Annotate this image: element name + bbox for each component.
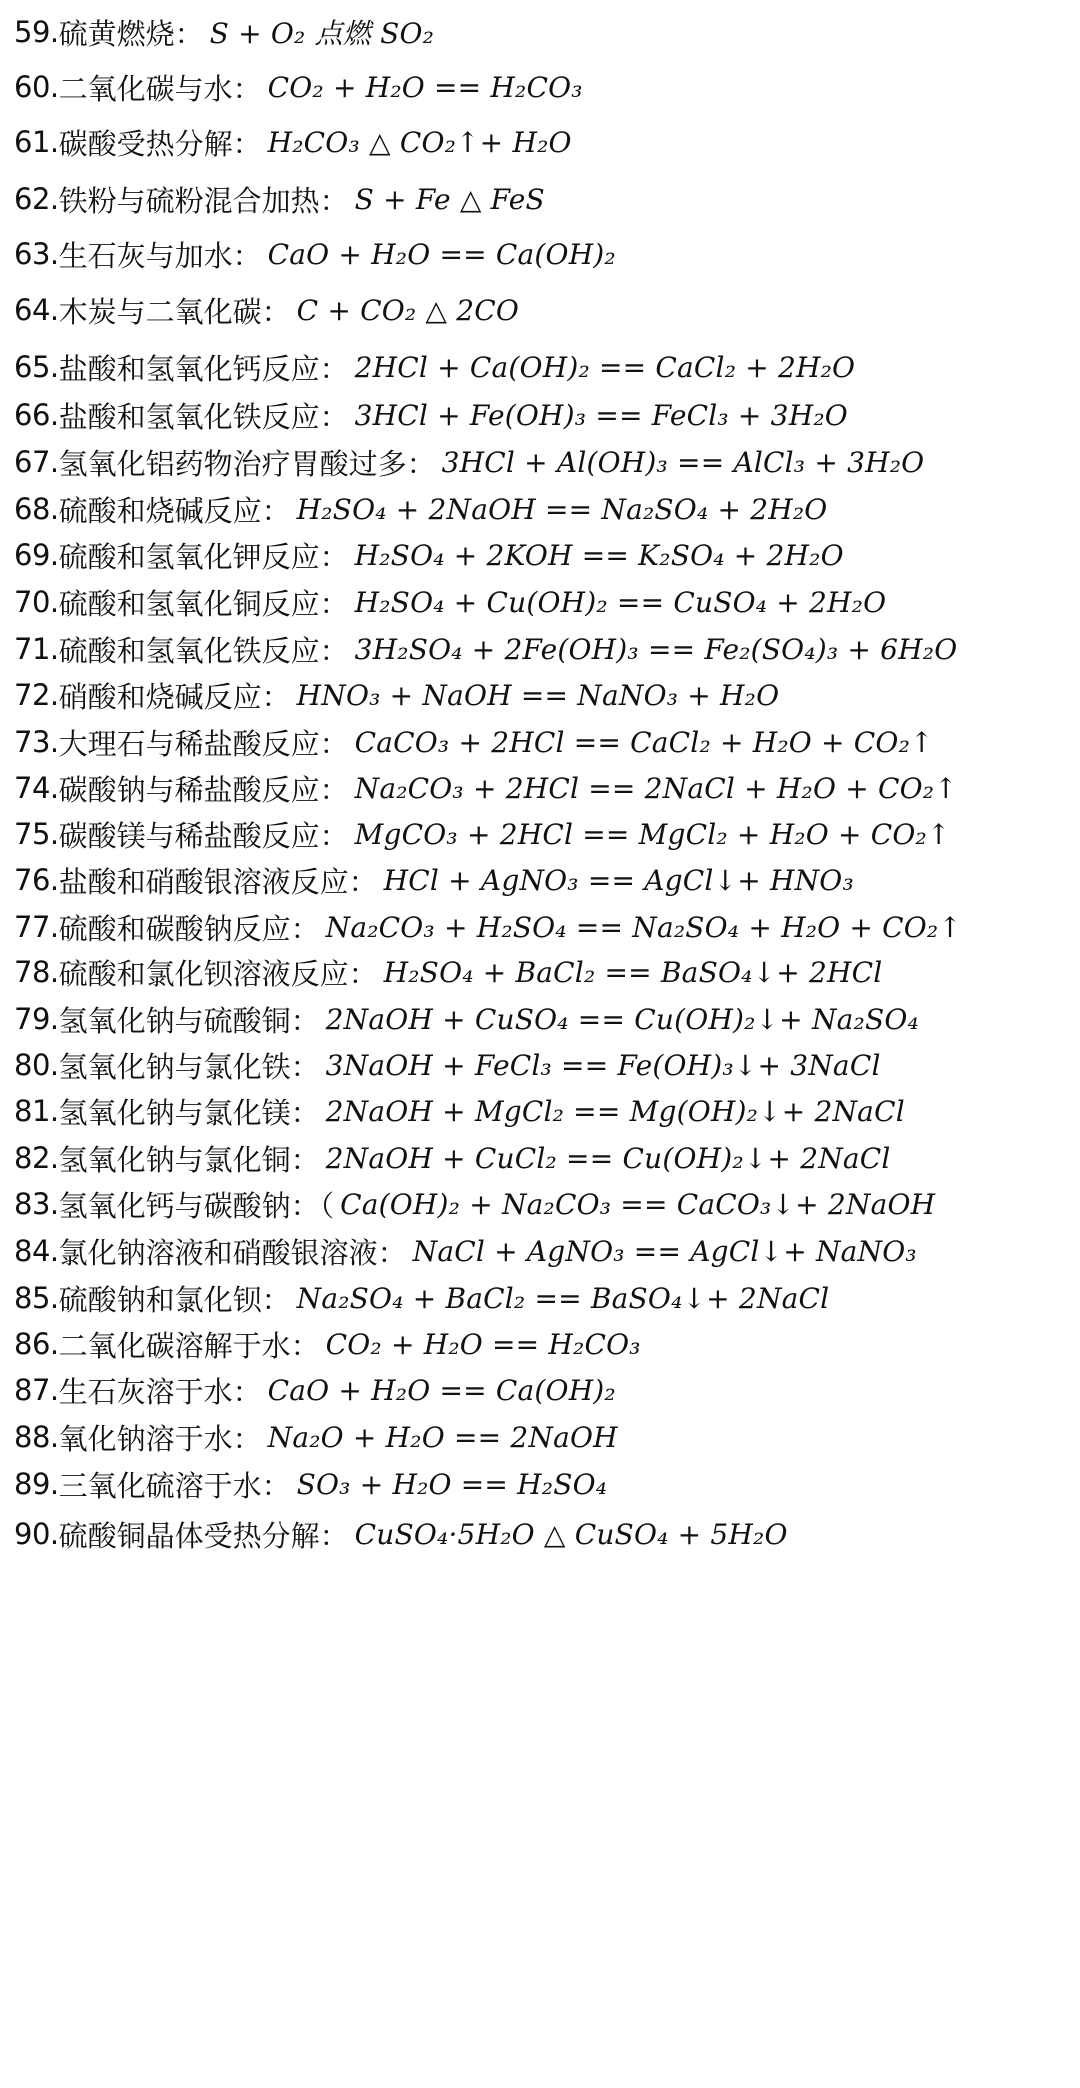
chemical-equation: H₂SO₄ + BaCl₂ == BaSO₄↓+ 2HCl [383,955,883,989]
reaction-number: 66. [14,398,59,432]
chemical-equation: H₂SO₄ + Cu(OH)₂ == CuSO₄ + 2H₂O [354,585,887,619]
reaction-row [14,576,1070,628]
reaction-row [14,1318,1070,1370]
reaction-name: 氢氧化钠与硫酸铜： [58,1003,320,1038]
reaction-row [14,946,1070,998]
chemical-equation: 2NaOH + CuSO₄ == Cu(OH)₂↓+ Na₂SO₄ [325,1002,919,1036]
reaction-name: 木炭与二氧化碳： [58,294,291,329]
reaction-row [14,854,1070,906]
reaction-name: 硫酸和氢氧化钾反应： [58,539,349,574]
reaction-number: 60. [14,70,59,104]
reaction-name: 二氧化碳溶解于水： [58,1328,320,1363]
reaction-name: 碳酸镁与稀盐酸反应： [58,818,349,853]
chemical-equation: 2NaOH + CuCl₂ == Cu(OH)₂↓+ 2NaCl [325,1141,891,1175]
reaction-name: 氢氧化铝药物治疗胃酸过多： [58,446,436,481]
reaction-number: 82. [14,1141,59,1175]
reaction-row [14,483,1070,535]
chemical-equation: 3NaOH + FeCl₃ == Fe(OH)₃↓+ 3NaCl [325,1048,881,1082]
reaction-number: 84. [14,1234,59,1268]
reaction-number: 75. [14,817,59,851]
reaction-number: 87. [14,1373,59,1407]
reaction-number: 78. [14,955,59,989]
chemical-equation: NaCl + AgNO₃ == AgCl↓+ NaNO₃ [412,1234,917,1268]
reaction-row [14,993,1070,1045]
reaction-number: 72. [14,678,59,712]
reaction-name: 氢氧化钠与氯化铁： [58,1049,320,1084]
chemical-equation: H₂CO₃ △ CO₂↑+ H₂O [267,125,572,159]
reaction-name: 氢氧化钠与氯化镁： [58,1095,320,1130]
reaction-row [14,116,1070,168]
reaction-name: 碳酸钠与稀盐酸反应： [58,772,349,807]
reaction-number: 86. [14,1327,59,1361]
reaction-row [14,808,1070,860]
reaction-number: 89. [14,1467,59,1501]
chemical-equation: Na₂CO₃ + 2HCl == 2NaCl + H₂O + CO₂↑ [354,771,958,805]
reaction-row [14,436,1070,488]
reaction-name: 生石灰溶于水： [58,1374,262,1409]
reaction-number: 64. [14,293,59,327]
reaction-number: 59. [14,15,59,49]
reaction-row [14,623,1070,675]
reaction-row [14,228,1070,280]
reaction-number: 77. [14,910,59,944]
reaction-row [14,1225,1070,1277]
chemical-equation: CaO + H₂O == Ca(OH)₂ [267,237,616,271]
chemical-equation: 2HCl + Ca(OH)₂ == CaCl₂ + 2H₂O [354,350,856,384]
reaction-number: 71. [14,632,59,666]
reaction-row [14,1508,1070,1560]
reaction-name: 硫黄燃烧： [58,16,204,51]
reaction-row [14,6,1070,58]
chemical-equation: 2NaOH + MgCl₂ == Mg(OH)₂↓+ 2NaCl [325,1094,905,1128]
chemical-equation: H₂SO₄ + 2NaOH == Na₂SO₄ + 2H₂O [296,492,828,526]
chemical-equation: SO₃ + H₂O == H₂SO₄ [296,1467,608,1501]
reaction-name: 二氧化碳与水： [58,71,262,106]
reaction-name: 硫酸和烧碱反应： [58,493,291,528]
chemical-equation: S + Fe △ FeS [354,182,545,216]
chemical-equation: Na₂CO₃ + H₂SO₄ == Na₂SO₄ + H₂O + CO₂↑ [325,910,963,944]
chemical-equation: 3H₂SO₄ + 2Fe(OH)₃ == Fe₂(SO₄)₃ + 6H₂O [354,632,958,666]
reaction-row [14,762,1070,814]
reaction-name: 铁粉与硫粉混合加热： [58,183,349,218]
chemical-equation: CO₂ + H₂O == H₂CO₃ [267,70,583,104]
reaction-name: 氢氧化钙与碳酸钠：（ [58,1188,335,1223]
reaction-name: 硫酸和碳酸钠反应： [58,911,320,946]
reaction-row [14,61,1070,113]
reaction-name: 大理石与稀盐酸反应： [58,726,349,761]
chemical-equation: 3HCl + Al(OH)₃ == AlCl₃ + 3H₂O [441,445,925,479]
reaction-name: 盐酸和氢氧化钙反应： [58,351,349,386]
reaction-name: 三氧化硫溶于水： [58,1468,291,1503]
chemical-equation: CuSO₄·5H₂O △ CuSO₄ + 5H₂O [354,1517,788,1551]
reaction-number: 61. [14,125,59,159]
reaction-name: 硫酸和氢氧化铁反应： [58,633,349,668]
reaction-number: 65. [14,350,59,384]
chemical-equation: CO₂ + H₂O == H₂CO₃ [325,1327,641,1361]
chemical-equation: HNO₃ + NaOH == NaNO₃ + H₂O [296,678,780,712]
reaction-name: 氯化钠溶液和硝酸银溶液： [58,1235,407,1270]
chemical-equation: H₂SO₄ + 2KOH == K₂SO₄ + 2H₂O [354,538,844,572]
chemical-equation: MgCO₃ + 2HCl == MgCl₂ + H₂O + CO₂↑ [354,817,951,851]
reaction-number: 68. [14,492,59,526]
reaction-row [14,1411,1070,1463]
reaction-name: 硫酸铜晶体受热分解： [58,1518,349,1553]
reaction-number: 80. [14,1048,59,1082]
reaction-row [14,716,1070,768]
reaction-name: 碳酸受热分解： [58,126,262,161]
reaction-number: 88. [14,1420,59,1454]
reaction-row [14,529,1070,581]
chemical-equation: Na₂O + H₂O == 2NaOH [267,1420,618,1454]
chemical-equation: Ca(OH)₂ + Na₂CO₃ == CaCO₃↓+ 2NaOH [340,1187,936,1221]
reaction-number: 90. [14,1517,59,1551]
reaction-name: 硫酸钠和氯化钡： [58,1282,291,1317]
reaction-number: 74. [14,771,59,805]
reaction-name: 氧化钠溶于水： [58,1421,262,1456]
reaction-name: 氢氧化钠与氯化铜： [58,1142,320,1177]
reaction-name: 盐酸和氢氧化铁反应： [58,399,349,434]
chemical-equation: S + O₂ 点燃 SO₂ [209,17,435,50]
reaction-row [14,1039,1070,1091]
chemical-equation: CaO + H₂O == Ca(OH)₂ [267,1373,616,1407]
reaction-row [14,1272,1070,1324]
reaction-name: 生石灰与加水： [58,238,262,273]
reaction-number: 69. [14,538,59,572]
chemical-equation: C + CO₂ △ 2CO [296,293,520,327]
reaction-number: 62. [14,182,59,216]
reaction-number: 79. [14,1002,59,1036]
reaction-row [14,1085,1070,1137]
chemical-equation: CaCO₃ + 2HCl == CaCl₂ + H₂O + CO₂↑ [354,725,934,759]
reaction-number: 63. [14,237,59,271]
reaction-number: 67. [14,445,59,479]
reaction-row [14,1364,1070,1416]
reaction-name: 硫酸和氯化钡溶液反应： [58,956,378,991]
reaction-number: 70. [14,585,59,619]
reaction-number: 85. [14,1281,59,1315]
reaction-row [14,1458,1070,1510]
reaction-row [14,389,1070,441]
reaction-name: 盐酸和硝酸银溶液反应： [58,864,378,899]
reaction-number: 73. [14,725,59,759]
reaction-row [14,669,1070,721]
reaction-row [14,1178,1070,1230]
reaction-number: 81. [14,1094,59,1128]
reaction-number: 76. [14,863,59,897]
chemical-equation: Na₂SO₄ + BaCl₂ == BaSO₄↓+ 2NaCl [296,1281,830,1315]
reaction-row [14,1132,1070,1184]
chemical-equation: HCl + AgNO₃ == AgCl↓+ HNO₃ [383,863,854,897]
reaction-name: 硫酸和氢氧化铜反应： [58,586,349,621]
reaction-row [14,341,1070,393]
reaction-row [14,284,1070,336]
reaction-row [14,173,1070,225]
reaction-name: 硝酸和烧碱反应： [58,679,291,714]
chemical-equation: 3HCl + Fe(OH)₃ == FeCl₃ + 3H₂O [354,398,848,432]
reaction-number: 83. [14,1187,59,1221]
